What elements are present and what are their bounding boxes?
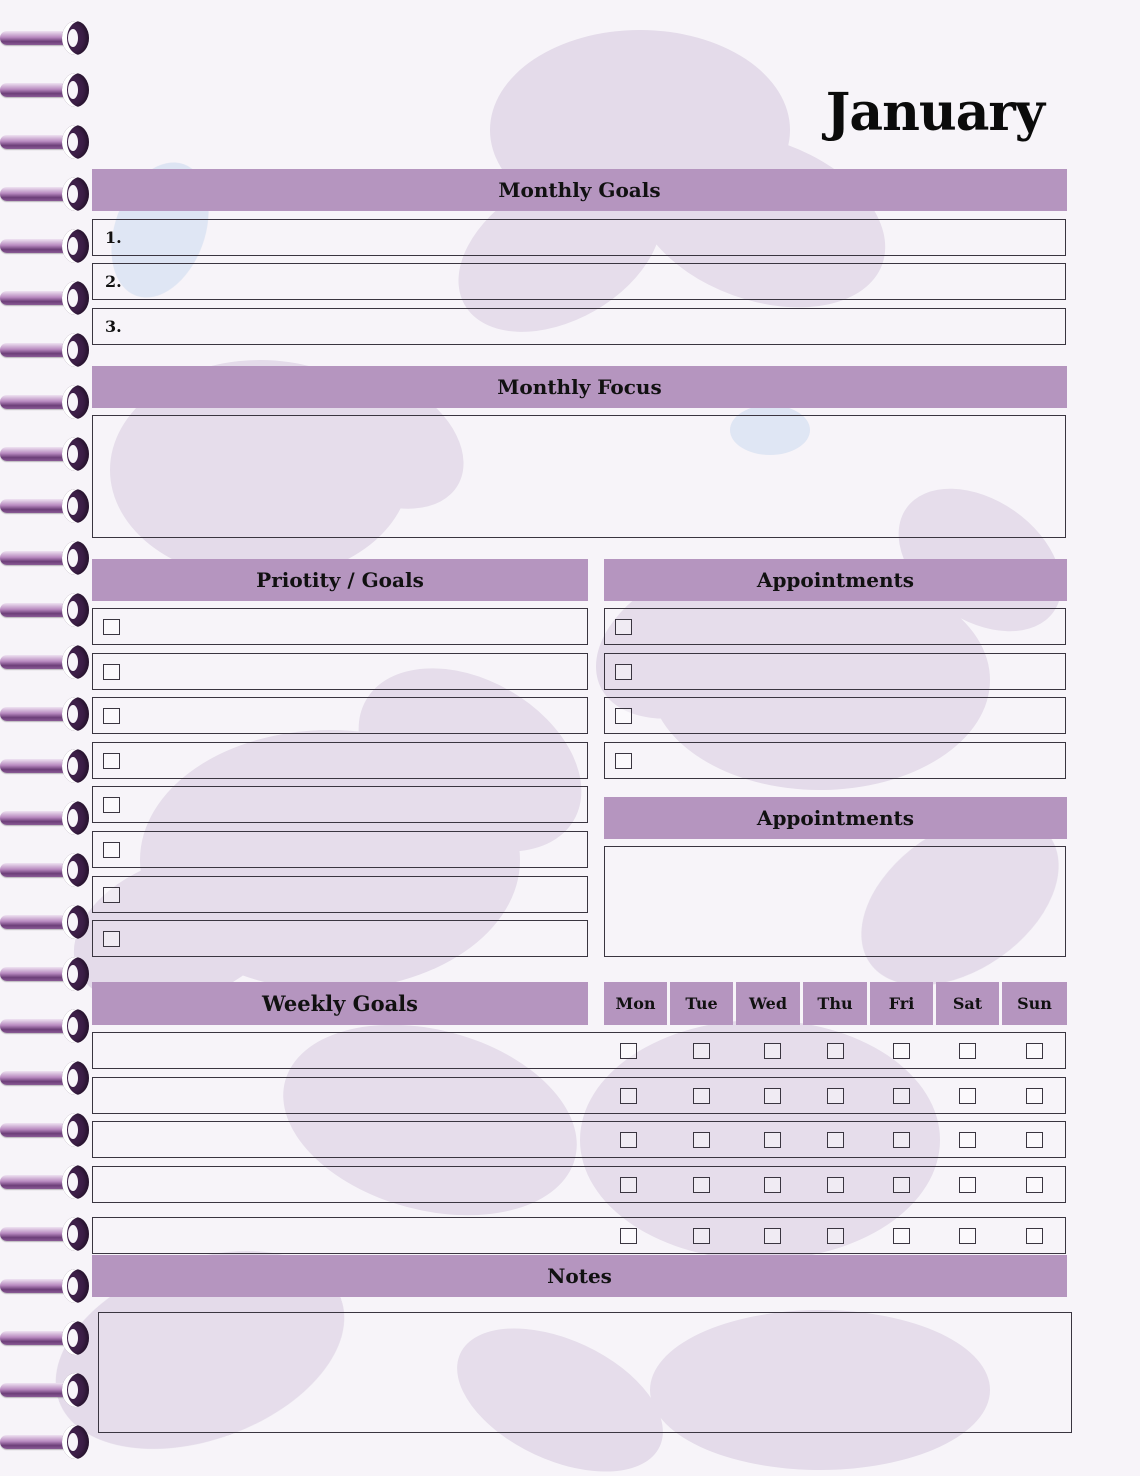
spiral-ring-icon bbox=[0, 746, 92, 786]
spiral-ring-icon bbox=[0, 174, 92, 214]
checkbox-icon[interactable] bbox=[1026, 1177, 1043, 1193]
spiral-ring-icon bbox=[0, 122, 92, 162]
checkbox-icon[interactable] bbox=[103, 619, 120, 635]
checkbox-icon[interactable] bbox=[103, 931, 120, 947]
checkbox-icon[interactable] bbox=[827, 1132, 844, 1148]
monthly-goals-header: Monthly Goals bbox=[92, 169, 1067, 211]
checkbox-icon[interactable] bbox=[620, 1132, 637, 1148]
monthly-goal-line-1[interactable]: 1. bbox=[92, 219, 1066, 256]
checkbox-icon[interactable] bbox=[693, 1177, 710, 1193]
spiral-ring-icon bbox=[0, 1214, 92, 1254]
checkbox-icon[interactable] bbox=[620, 1088, 637, 1104]
checkbox-icon[interactable] bbox=[1026, 1132, 1043, 1148]
checkbox-icon[interactable] bbox=[693, 1132, 710, 1148]
checkbox-icon[interactable] bbox=[893, 1228, 910, 1244]
checkbox-icon[interactable] bbox=[615, 664, 632, 680]
checkbox-icon[interactable] bbox=[827, 1177, 844, 1193]
checkbox-icon[interactable] bbox=[693, 1228, 710, 1244]
priority-goal-row[interactable] bbox=[92, 608, 588, 645]
notes-area[interactable] bbox=[98, 1312, 1072, 1433]
spiral-ring-icon bbox=[0, 1162, 92, 1202]
checkbox-icon[interactable] bbox=[1026, 1088, 1043, 1104]
weekly-goal-row[interactable] bbox=[92, 1217, 1066, 1254]
checkbox-icon[interactable] bbox=[959, 1228, 976, 1244]
monthly-focus-header: Monthly Focus bbox=[92, 366, 1067, 408]
checkbox-icon[interactable] bbox=[893, 1132, 910, 1148]
spiral-ring-icon bbox=[0, 70, 92, 110]
checkbox-icon[interactable] bbox=[693, 1088, 710, 1104]
priority-goal-row[interactable] bbox=[92, 876, 588, 913]
priority-goal-row[interactable] bbox=[92, 786, 588, 823]
notes-header: Notes bbox=[92, 1255, 1067, 1297]
checkbox-icon[interactable] bbox=[827, 1088, 844, 1104]
checkbox-icon[interactable] bbox=[615, 753, 632, 769]
spiral-ring-icon bbox=[0, 538, 92, 578]
priority-goal-row[interactable] bbox=[92, 697, 588, 734]
spiral-ring-icon bbox=[0, 1318, 92, 1358]
spiral-ring-icon bbox=[0, 330, 92, 370]
spiral-ring-icon bbox=[0, 954, 92, 994]
priority-goal-row[interactable] bbox=[92, 920, 588, 957]
checkbox-icon[interactable] bbox=[615, 708, 632, 724]
day-header-sat: Sat bbox=[936, 982, 999, 1025]
checkbox-icon[interactable] bbox=[693, 1043, 710, 1059]
checkbox-icon[interactable] bbox=[893, 1177, 910, 1193]
appointment-row[interactable] bbox=[604, 742, 1066, 779]
checkbox-icon[interactable] bbox=[764, 1228, 781, 1244]
appointments-notes-area[interactable] bbox=[604, 846, 1066, 957]
checkbox-icon[interactable] bbox=[1026, 1043, 1043, 1059]
checkbox-icon[interactable] bbox=[893, 1043, 910, 1059]
checkbox-icon[interactable] bbox=[893, 1088, 910, 1104]
checkbox-icon[interactable] bbox=[103, 842, 120, 858]
spiral-ring-icon bbox=[0, 1006, 92, 1046]
spiral-ring-icon bbox=[0, 18, 92, 58]
monthly-focus-area[interactable] bbox=[92, 415, 1066, 538]
checkbox-icon[interactable] bbox=[620, 1043, 637, 1059]
day-header-sun: Sun bbox=[1002, 982, 1067, 1025]
checkbox-icon[interactable] bbox=[103, 664, 120, 680]
checkbox-icon[interactable] bbox=[827, 1043, 844, 1059]
priority-goal-row[interactable] bbox=[92, 653, 588, 690]
priority-goal-row[interactable] bbox=[92, 742, 588, 779]
spiral-ring-icon bbox=[0, 850, 92, 890]
checkbox-icon[interactable] bbox=[1026, 1228, 1043, 1244]
checkbox-icon[interactable] bbox=[764, 1132, 781, 1148]
priority-goals-header: Priotity / Goals bbox=[92, 559, 588, 601]
spiral-ring-icon bbox=[0, 1370, 92, 1410]
appointment-row[interactable] bbox=[604, 697, 1066, 734]
day-header-mon: Mon bbox=[604, 982, 667, 1025]
checkbox-icon[interactable] bbox=[959, 1043, 976, 1059]
checkbox-icon[interactable] bbox=[959, 1177, 976, 1193]
checkbox-icon[interactable] bbox=[620, 1177, 637, 1193]
spiral-ring-icon bbox=[0, 642, 92, 682]
checkbox-icon[interactable] bbox=[959, 1132, 976, 1148]
checkbox-icon[interactable] bbox=[959, 1088, 976, 1104]
priority-goal-row[interactable] bbox=[92, 831, 588, 868]
weekly-goal-row[interactable] bbox=[92, 1166, 1066, 1203]
weekly-goal-row[interactable] bbox=[92, 1121, 1066, 1158]
checkbox-icon[interactable] bbox=[764, 1088, 781, 1104]
day-header-wed: Wed bbox=[736, 982, 800, 1025]
spiral-ring-icon bbox=[0, 590, 92, 630]
spiral-ring-icon bbox=[0, 486, 92, 526]
checkbox-icon[interactable] bbox=[103, 887, 120, 903]
appointment-row[interactable] bbox=[604, 608, 1066, 645]
checkbox-icon[interactable] bbox=[103, 753, 120, 769]
spiral-ring-icon bbox=[0, 902, 92, 942]
spiral-ring-icon bbox=[0, 1058, 92, 1098]
spiral-ring-icon bbox=[0, 278, 92, 318]
checkbox-icon[interactable] bbox=[103, 708, 120, 724]
spiral-ring-icon bbox=[0, 694, 92, 734]
monthly-goal-line-3[interactable]: 3. bbox=[92, 308, 1066, 345]
appointments-notes-header: Appointments bbox=[604, 797, 1067, 839]
spiral-ring-icon bbox=[0, 226, 92, 266]
spiral-ring-icon bbox=[0, 434, 92, 474]
weekly-goal-row[interactable] bbox=[92, 1032, 1066, 1069]
spiral-ring-icon bbox=[0, 382, 92, 422]
spiral-ring-icon bbox=[0, 1422, 92, 1462]
checkbox-icon[interactable] bbox=[764, 1177, 781, 1193]
spiral-ring-icon bbox=[0, 798, 92, 838]
spiral-ring-icon bbox=[0, 1266, 92, 1306]
checkbox-icon[interactable] bbox=[827, 1228, 844, 1244]
page-title: January bbox=[825, 82, 1044, 143]
weekly-goals-header: Weekly Goals bbox=[92, 982, 588, 1025]
checkbox-icon[interactable] bbox=[620, 1228, 637, 1244]
day-header-fri: Fri bbox=[870, 982, 933, 1025]
weekly-goal-row[interactable] bbox=[92, 1077, 1066, 1114]
checkbox-icon[interactable] bbox=[615, 619, 632, 635]
checkbox-icon[interactable] bbox=[764, 1043, 781, 1059]
checkbox-icon[interactable] bbox=[103, 797, 120, 813]
appointments-header: Appointments bbox=[604, 559, 1067, 601]
monthly-goal-line-2[interactable]: 2. bbox=[92, 263, 1066, 300]
appointment-row[interactable] bbox=[604, 653, 1066, 690]
day-header-thu: Thu bbox=[803, 982, 867, 1025]
spiral-ring-icon bbox=[0, 1110, 92, 1150]
day-header-tue: Tue bbox=[670, 982, 733, 1025]
